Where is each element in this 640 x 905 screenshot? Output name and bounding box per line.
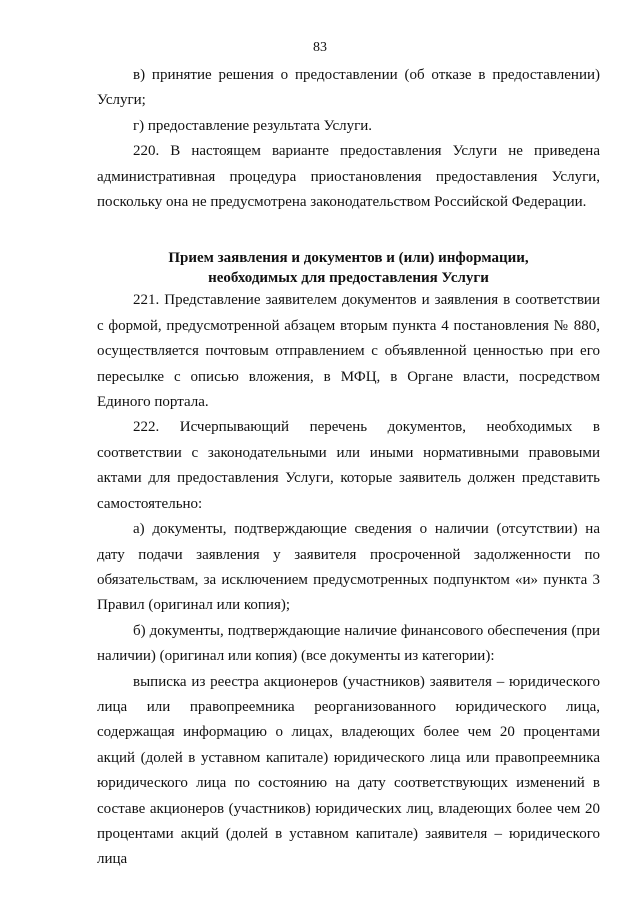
section-heading-line-2: необходимых для предоставления Услуги xyxy=(208,270,489,287)
paragraph-222-b: б) документы, подтверждающие наличие финансового обеспечения (при наличии) (оригинал или копия) (все документы из категории): xyxy=(97,622,600,665)
paragraph-220: 220. В настоящем варианте предоставления Услуги не приведена административная процедура приостановления предоставления Услуги, поскольку она не предусмотрена законодательством Российской Федерации. xyxy=(97,143,600,211)
paragraph-registry-extract: выписка из реестра акционеров (участников) заявителя – юридического лица или правопреемника реорганизованного юридического лица, содержащая информацию о лицах, владеющих более чем 20 процентами акций (долей в уставном капитале) юридического лица или правопреемника юридического лица по состоянию на дату соответствующих изменений в составе акционеров (участников) юридических лиц, владеющих более чем 20 процентами акций (долей в уставном капитале) заявителя – юридического лица xyxy=(97,673,600,868)
paragraph-decision: в) принятие решения о предоставлении (об отказе в предоставлении) Услуги; xyxy=(97,67,600,109)
paragraph-result: г) предоставление результата Услуги. xyxy=(133,117,373,134)
section-heading-line-1: Прием заявления и документов и (или) информации, xyxy=(168,250,529,267)
page-number: 83 xyxy=(313,40,327,55)
paragraph-222: 222. Исчерпывающий перечень документов, необходимых в соответствии с законодательными или иными нормативными правовыми актами для предоставления Услуги, которые заявитель должен представить самостоятельно: xyxy=(97,419,600,512)
paragraph-221: 221. Представление заявителем документов и заявления в соответствии с формой, предусмотренной абзацем вторым пункта 4 постановления № 880, осуществляется почтовым отправлением с объявленной ценностью при его пересылке с описью вложения, в МФЦ, в Органе власти, посредством Единого портала. xyxy=(97,292,600,411)
paragraph-222-a: а) документы, подтверждающие сведения о наличии (отсутствии) на дату подачи заявления у заявителя просроченной задолженности по обязательствам, за исключением предусмотренных подпунктом «и» пункта 3 Правил (оригинал или копия); xyxy=(97,521,600,614)
section-heading xyxy=(97,248,600,288)
document-body xyxy=(97,63,600,873)
